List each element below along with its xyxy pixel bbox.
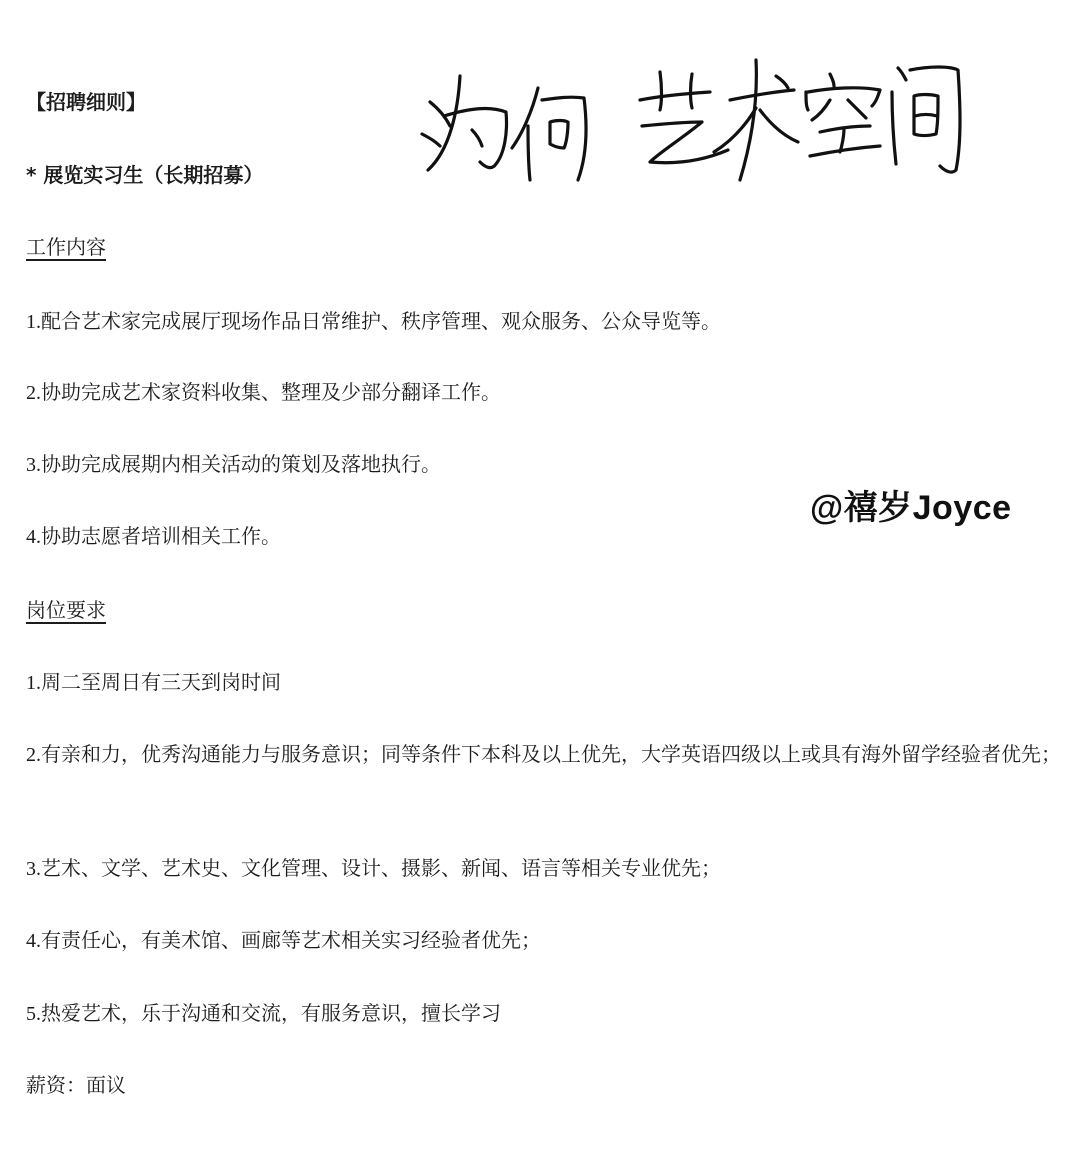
- requirement-item: [26, 999, 501, 1028]
- requirement-item: [26, 733, 1061, 776]
- requirement-number: 2.: [26, 744, 41, 766]
- requirement-item: [26, 854, 721, 883]
- requirement-number: 3.: [26, 858, 41, 880]
- duties-heading: 工作内容: [26, 235, 106, 259]
- requirement-number: 1.: [26, 672, 41, 694]
- duty-text: 配合艺术家完成展厅现场作品日常维护、秩序管理、观众服务、公众导览等。: [41, 309, 721, 333]
- salary-line: 薪资：面议: [26, 1073, 126, 1097]
- duty-number: 4.: [26, 526, 41, 548]
- duty-item: [26, 307, 721, 336]
- requirement-text: 艺术、文学、艺术史、文化管理、设计、摄影、新闻、语言等相关专业优先；: [41, 856, 721, 880]
- handwritten-title: [410, 30, 970, 190]
- requirement-number: 5.: [26, 1003, 41, 1025]
- requirements-heading: 岗位要求: [26, 598, 106, 622]
- duty-text: 协助完成展期内相关活动的策划及落地执行。: [41, 452, 441, 476]
- requirement-text: 热爱艺术，乐于沟通和交流，有服务意识，擅长学习: [41, 1001, 501, 1025]
- duty-text: 协助完成艺术家资料收集、整理及少部分翻译工作。: [41, 380, 501, 404]
- duty-text: 协助志愿者培训相关工作。: [41, 524, 281, 548]
- duty-number: 1.: [26, 311, 41, 333]
- duty-number: 3.: [26, 454, 41, 476]
- requirement-text: 有亲和力，优秀沟通能力与服务意识；同等条件下本科及以上优先，大学英语四级以上或具有海外留学经验者优先；: [41, 742, 1061, 766]
- duty-item: [26, 522, 281, 551]
- requirement-item: [26, 926, 541, 955]
- requirement-item: [26, 668, 281, 697]
- section-title: 【招聘细则】: [26, 90, 146, 114]
- requirement-text: 有责任心，有美术馆、画廊等艺术相关实习经验者优先；: [41, 928, 541, 952]
- watermark: @禧岁Joyce: [810, 489, 1012, 527]
- requirement-text: 周二至周日有三天到岗时间: [41, 670, 281, 694]
- position-title: * 展览实习生（长期招募）: [26, 163, 264, 187]
- duty-item: [26, 378, 501, 407]
- requirement-number: 4.: [26, 930, 41, 952]
- duty-item: [26, 450, 441, 479]
- duty-number: 2.: [26, 382, 41, 404]
